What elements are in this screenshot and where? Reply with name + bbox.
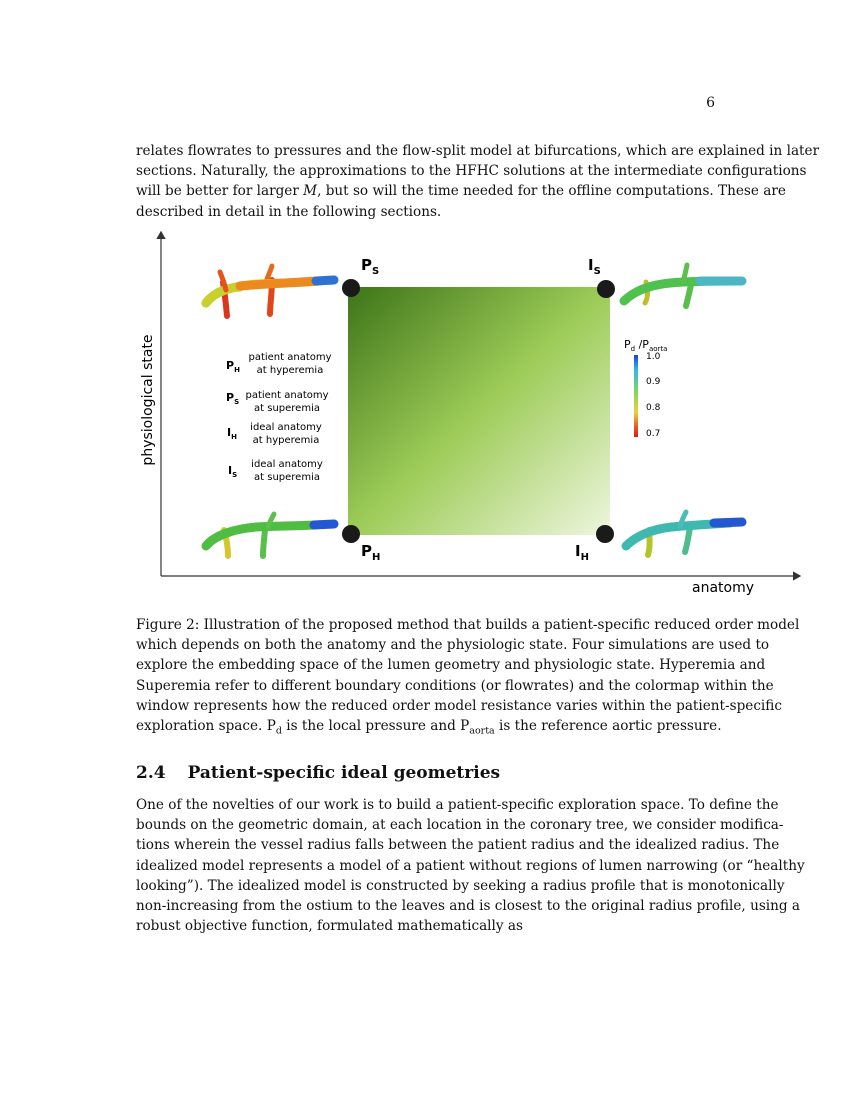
body-line: non-increasing from the ostium to the leaves and is closest to the original radius profile, using a — [136, 898, 801, 915]
caption-line: which depends on both the anatomy and the physiologic state. Four simulations are used to — [136, 637, 770, 654]
body-line: tions wherein the vessel radius falls between the patient radius and the idealized radius. The — [136, 837, 780, 854]
caption-line: Figure 2: Illustration of the proposed method that builds a patient-specific reduced order model — [136, 617, 800, 633]
vessel-model-ph — [206, 514, 334, 556]
legend-text-is-2: at superemia — [254, 472, 320, 483]
intro-line: described in detail in the following sections. — [136, 203, 442, 220]
colorbar-gradient — [634, 355, 638, 437]
caption-line: window represents how the reduced order model resistance varies within the patient-specific — [136, 697, 782, 714]
corner-dot-ps — [342, 279, 360, 297]
legend-text-is-1: ideal anatomy — [251, 459, 323, 470]
figure-caption — [136, 615, 800, 742]
corner-dot-ih — [596, 525, 614, 543]
colorbar-tick: 1.0 — [646, 352, 661, 362]
legend-symbol-ih: $I_H$ — [227, 426, 237, 441]
legend-text-ih-1: ideal anatomy — [250, 422, 322, 433]
section-number: 2.4 — [136, 763, 166, 783]
legend-symbol-ph: $P_H$ — [226, 359, 240, 374]
colorbar-tick: 0.8 — [646, 403, 661, 413]
corner-label-ps: $P_S$ — [361, 256, 380, 277]
x-axis-label: anatomy — [692, 580, 755, 596]
legend-symbol-ps: $P_S$ — [226, 391, 240, 406]
intro-paragraph — [136, 141, 820, 222]
intro-line: relates flowrates to pressures and the flow-split model at bifurcations, which are explained in later — [136, 143, 820, 159]
legend-text-ps-1: patient anatomy — [245, 390, 329, 401]
legend-text-ph-1: patient anatomy — [248, 352, 332, 363]
corner-label-ih: $I_H$ — [575, 542, 589, 563]
corner-label-is: $I_S$ — [588, 256, 601, 277]
intro-line: will be better for larger M, but so will the time needed for the offline computations. These are — [136, 183, 786, 200]
caption-line: exploration space. $P_d$ is the local pressure and $P_{aorta}$ is the reference aortic pressure. — [136, 718, 722, 737]
section-body — [136, 795, 805, 936]
legend-text-ps-2: at superemia — [254, 403, 320, 414]
page-number: 6 — [706, 95, 715, 111]
colorbar-tick: 0.7 — [646, 429, 661, 439]
caption-line: Superemia refer to different boundary conditions (or flowrates) and the colormap within the — [136, 677, 774, 694]
intro-line: sections. Naturally, the approximations to the HFHC solutions at the intermediate configurations — [136, 163, 807, 180]
exploration-space-square — [348, 287, 610, 535]
legend-symbol-is: $I_S$ — [228, 464, 238, 479]
legend-text-ih-2: at hyperemia — [252, 435, 320, 446]
corner-label-ph: $P_H$ — [361, 542, 381, 563]
section-title: Patient-specific ideal geometries — [187, 763, 501, 783]
body-line: looking”). The idealized model is constructed by seeking a radius profile that is monotonically — [136, 877, 785, 894]
figure-legend — [226, 352, 332, 483]
variable-m: M — [303, 183, 318, 200]
body-line: bounds on the geometric domain, at each location in the coronary tree, we consider modifica- — [136, 817, 784, 834]
caption-line: explore the embedding space of the lumen geometry and physiologic state. Hyperemia and — [136, 657, 766, 674]
body-line: One of the novelties of our work is to build a patient-specific exploration space. To define the — [136, 797, 779, 813]
corner-dot-ph — [342, 525, 360, 543]
vessel-model-is — [624, 265, 742, 306]
colorbar-title: $P_d$ $/P_{aorta}$ — [624, 338, 668, 353]
vessel-model-ih — [626, 512, 742, 555]
body-line: idealized model represents a model of a patient without regions of lumen narrowing (or “healthy — [136, 857, 805, 874]
legend-text-ph-2: at hyperemia — [256, 365, 324, 376]
colorbar-tick: 0.9 — [646, 377, 661, 387]
body-line: robust objective function, formulated mathematically as — [136, 918, 523, 935]
corner-dot-is — [597, 280, 615, 298]
section-heading — [136, 763, 500, 783]
colorbar — [624, 338, 667, 439]
y-axis-label: physiological state — [140, 334, 156, 466]
vessel-model-ps — [206, 266, 334, 316]
